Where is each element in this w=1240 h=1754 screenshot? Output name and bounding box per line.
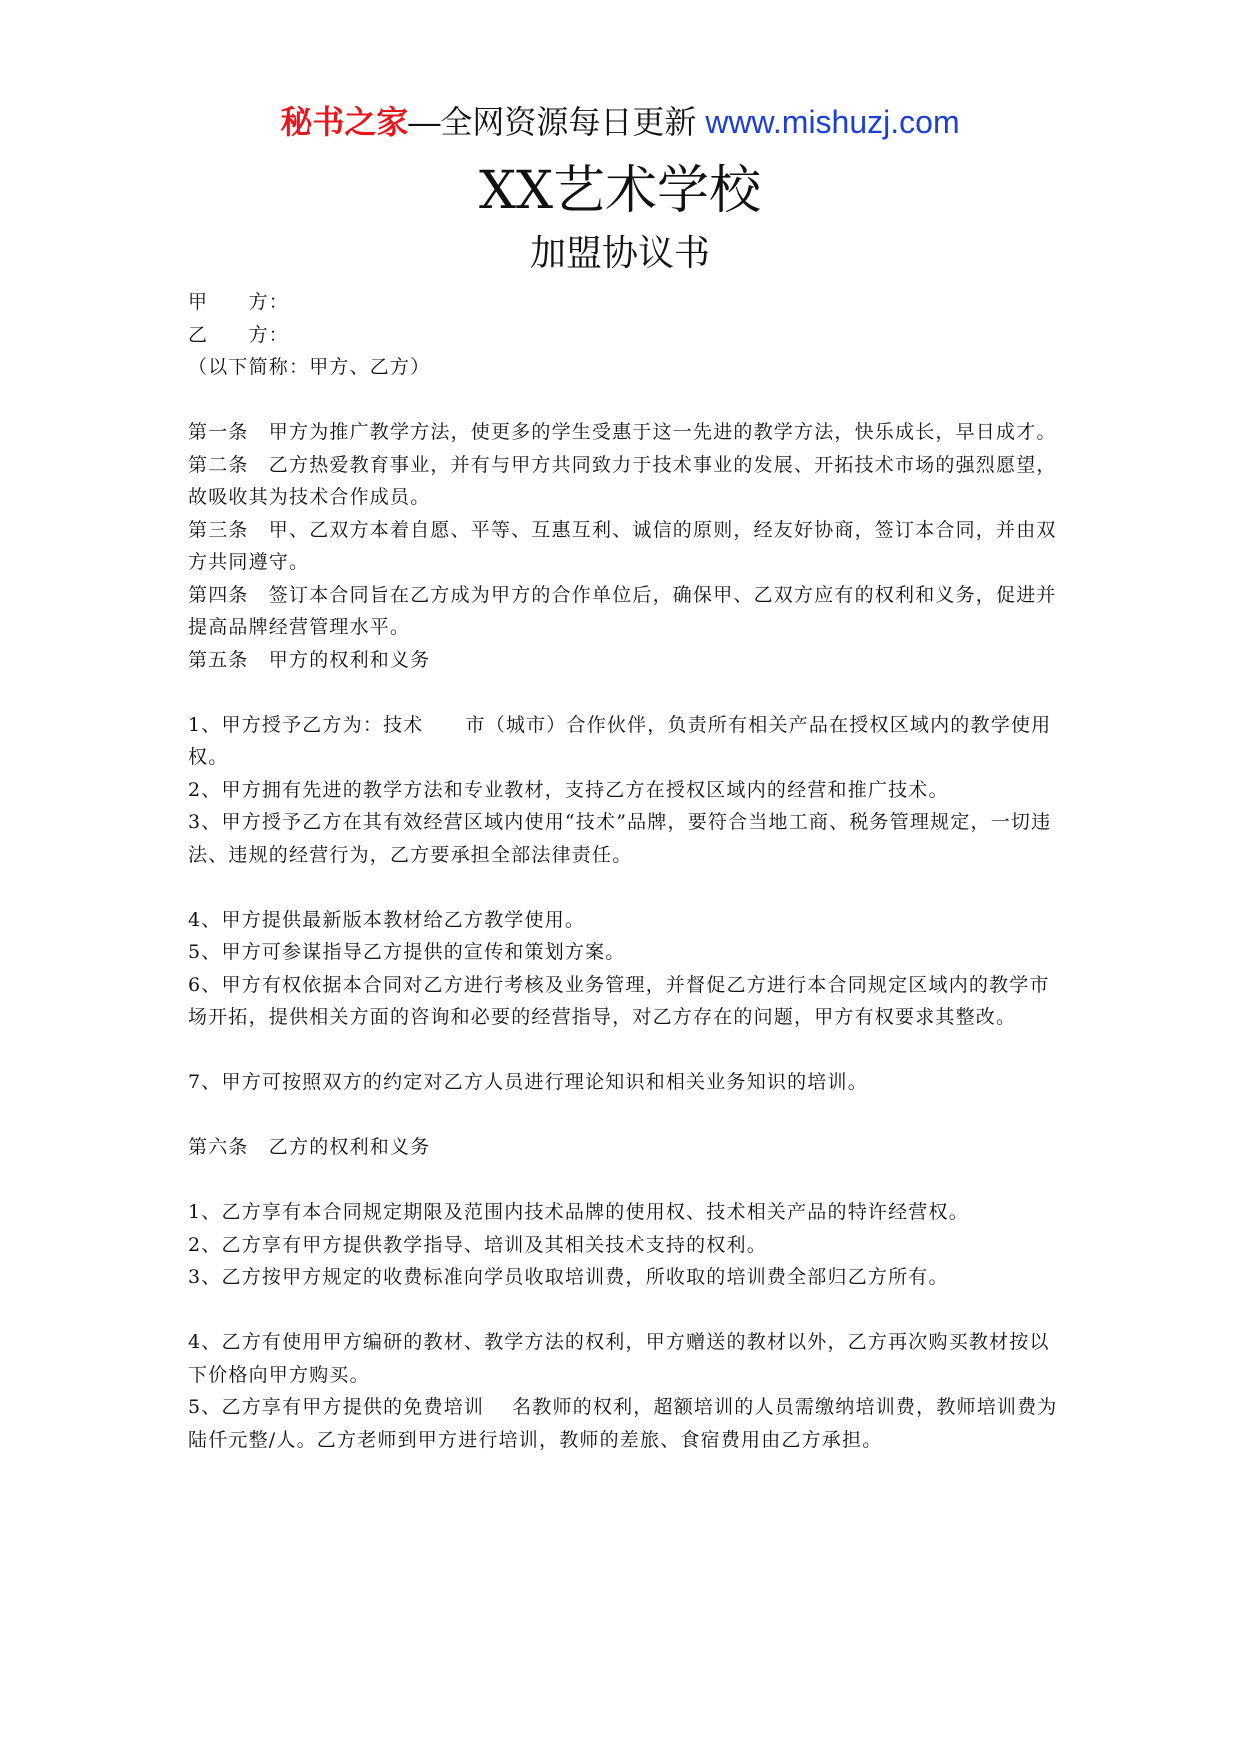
party-b-item-3: 3、乙方按甲方规定的收费标准向学员收取培训费，所收取的培训费全部归乙方所有。: [188, 1266, 949, 1288]
party-a-item-1-end: 市（城市）合作伙伴，负责所有相关产品在授权区域内的教学使用权。: [188, 713, 1052, 768]
party-a-item-7: 7、甲方可按照双方的约定对乙方人员进行理论知识和相关业务知识的培训。: [188, 1071, 868, 1093]
banner-tagline: —全网资源每日更新: [408, 104, 706, 140]
blank-line: [188, 676, 1064, 709]
blank-line: [188, 1099, 1064, 1132]
party-a-item-5: 5、甲方可参谋指导乙方提供的宣传和策划方案。: [188, 941, 626, 963]
party-a-line: 甲 方：: [188, 291, 290, 313]
party-b-item-1: 1、乙方享有本合同规定期限及范围内技术品牌的使用权、技术相关产品的特许经营权。: [188, 1201, 969, 1223]
document-body: [188, 286, 1064, 1456]
article-6-heading: 第六条 乙方的权利和义务: [188, 1136, 431, 1158]
article-5-heading: 第五条 甲方的权利和义务: [188, 648, 431, 671]
article-1: 第一条 甲方为推广教学方法，使更多的学生受惠于这一先进的教学方法，快乐成长，早日成才。: [188, 421, 1057, 443]
party-a-item-3: 3、甲方授予乙方在其有效经营区域内使用“技术”品牌，要符合当地工商、税务管理规定，一切违法、违规的经营行为，乙方要承担全部法律责任。: [188, 811, 1052, 866]
party-a-item-4: 4、甲方提供最新版本教材给乙方教学使用。: [188, 908, 586, 931]
party-a-item-1: [188, 709, 1064, 774]
banner-url[interactable]: www.mishuzj.com: [705, 104, 960, 140]
blank-line: [188, 384, 1064, 417]
blank-line: [188, 1034, 1064, 1067]
party-b-item-5-end: 名教师的权利，超额培训的人员需缴纳培训费，教师培训费为陆仟元整/人。乙方老师到甲方进行培训，教师的差旅、食宿费用由乙方承担。: [188, 1396, 1058, 1451]
site-banner: [0, 100, 1240, 144]
party-b-line: 乙 方：: [188, 323, 290, 346]
party-b-item-4: 4、乙方有使用甲方编研的教材、教学方法的权利，甲方赠送的教材以外，乙方再次购买教材按以下价格向甲方购买。: [188, 1331, 1050, 1386]
party-a-item-2: 2、甲方拥有先进的教学方法和专业教材，支持乙方在授权区域内的经营和推广技术。: [188, 778, 949, 801]
party-a-item-1-start: 1、甲方授予乙方为：技术: [188, 713, 424, 736]
party-b-item-2: 2、乙方享有甲方提供教学指导、培训及其相关技术支持的权利。: [188, 1233, 767, 1256]
banner-brand: 秘书之家: [280, 104, 409, 140]
article-4: 第四条 签订本合同旨在乙方成为甲方的合作单位后，确保甲、乙双方应有的权利和义务，促进并提高品牌经营管理水平。: [188, 583, 1057, 638]
article-3: 第三条 甲、乙双方本着自愿、平等、互惠互利、诚信的原则，经友好协商，签订本合同，并由双方共同遵守。: [188, 518, 1057, 573]
blank-line: [188, 1164, 1064, 1197]
party-a-item-6: 6、甲方有权依据本合同对乙方进行考核及业务管理，并督促乙方进行本合同规定区域内的教学市场开拓，提供相关方面的咨询和必要的经营指导，对乙方存在的问题，甲方有权要求其整改。: [188, 973, 1050, 1028]
article-2: 第二条 乙方热爱教育事业，并有与甲方共同致力于技术事业的发展、开拓技术市场的强烈愿望，故吸收其为技术合作成员。: [188, 453, 1057, 508]
party-b-item-5: [188, 1391, 1064, 1456]
blank-line: [188, 871, 1064, 904]
document-subtitle: 加盟协议书: [529, 233, 710, 274]
document-title: XX艺术学校: [478, 161, 762, 221]
party-abbreviation: （以下简称：甲方、乙方）: [188, 356, 431, 378]
blank-line: [188, 1294, 1064, 1327]
party-b-item-5-start: 5、乙方享有甲方提供的免费培训: [188, 1396, 485, 1418]
